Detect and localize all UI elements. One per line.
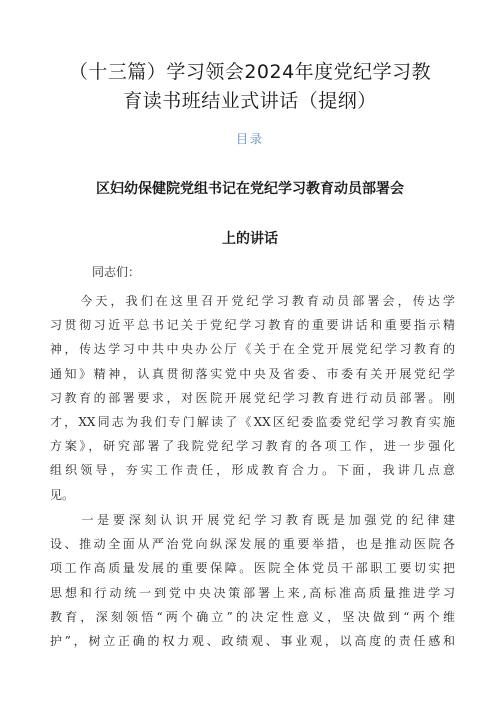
text-line: 今天，我们在这里召开党纪学习教育动员部署会，传达学 <box>50 294 455 308</box>
paragraph-2 <box>50 508 455 653</box>
text-line: 思想和行动统一到党中央决策部署上来,高标准高质量推进学习 <box>50 585 455 600</box>
text-line: 习教育的部署要求，对医院开展党纪学习教育进行动员部署。刚 <box>50 390 455 405</box>
text-line: 教育，深刻领悟“两个确立”的决定性意义，坚决做到“两个维 <box>50 609 455 624</box>
table-of-contents-label[interactable]: 目录 <box>235 132 264 146</box>
text-line: 见。 <box>50 487 75 502</box>
text-line: 项工作高质量发展的重要保障。医院全体党员干部职工要切实把 <box>50 561 455 576</box>
text-line: 组织领导，夯实工作责任，形成教育合力。下面，我讲几点意 <box>50 463 455 478</box>
text-line: 神，传达学习中共中央办公厅《关于在全党开展党纪学习教育的 <box>50 342 455 357</box>
document-title <box>60 58 440 116</box>
text-line: 才，XX同志为我们专门解读了《XX区纪委监委党纪学习教育实施 <box>50 415 455 430</box>
text-line: 护”，树立正确的权力观、政绩观、事业观，以高度的责任感和 <box>50 634 455 649</box>
text-line: 方案》，研究部署了我院党纪学习教育的各项工作，进一步强化 <box>50 439 455 454</box>
text-line: 通知》精神，认真贯彻落实党中央及省委、市委有关开展党纪学 <box>50 366 455 381</box>
section-title-line-1: 区妇幼保健院党组书记在党纪学习教育动员部署会 <box>96 181 404 197</box>
greeting: 同志们： <box>92 265 141 279</box>
paragraph-1 <box>50 289 455 507</box>
text-line: 一是要深刻认识开展党纪学习教育既是加强党的纪律建 <box>50 513 455 527</box>
document-title-line-2: 育读书班结业式讲话（提纲） <box>123 90 377 112</box>
document-title-line-1: （十三篇）学习领会2024年度党纪学习教 <box>68 61 432 83</box>
section-title-line-2: 上的讲话 <box>222 231 278 247</box>
text-line: 习贯彻习近平总书记关于党纪学习教育的重要讲话和重要指示精 <box>50 318 455 333</box>
text-line: 设、推动全面从严治党向纵深发展的重要举措，也是推动医院各 <box>50 537 455 552</box>
